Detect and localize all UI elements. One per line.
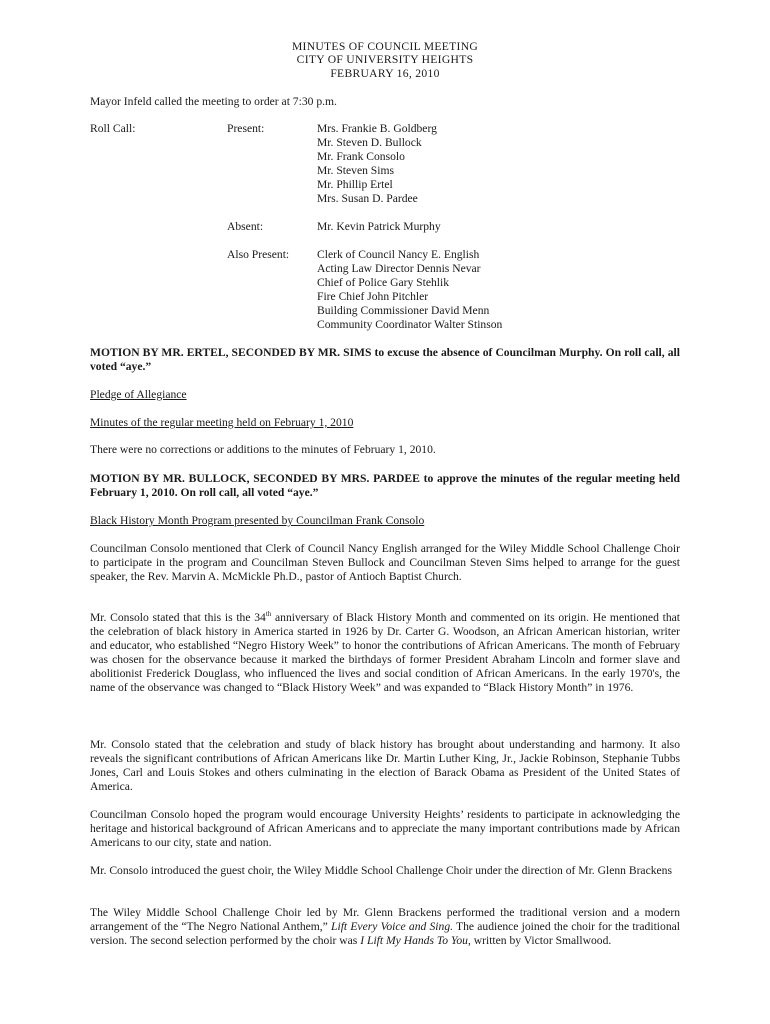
doc-city: CITY OF UNIVERSITY HEIGHTS xyxy=(296,53,474,66)
doc-date: FEBRUARY 16, 2010 xyxy=(330,67,440,80)
present-list xyxy=(317,122,437,206)
paragraph-history-origin xyxy=(90,611,680,695)
black-history-heading: Black History Month Program presented by Councilman Frank Consolo xyxy=(90,514,425,527)
also-present-member: Clerk of Council Nancy E. English xyxy=(317,248,480,261)
present-member: Mr. Phillip Ertel xyxy=(317,178,393,191)
paragraph-understanding: Mr. Consolo stated that the celebration and study of black history has brought about understanding and harmony. It also reveals the significant contributions of African Americans like Dr. Martin Luther King, Jr., Jackie Robinson, Stephanie Tubbs Jones, Carl and Louis Stokes and others culminating in the election of Barack Obama as President of the United States of America. xyxy=(90,738,680,793)
paragraph-guest-choir: Mr. Consolo introduced the guest choir, the Wiley Middle School Challenge Choir under the direction of Mr. Glenn Brackens xyxy=(90,864,672,877)
song-title-1: Lift Every Voice and Sing. xyxy=(331,920,454,933)
pledge-heading: Pledge of Allegiance xyxy=(90,388,187,401)
motion-approve-minutes: MOTION BY MR. BULLOCK, SECONDED BY MRS. PARDEE to approve the minutes of the regular meeting held February 1, 2010. On roll call, all voted “aye.” xyxy=(90,472,680,499)
absent-label: Absent: xyxy=(227,220,264,233)
roll-call-label: Roll Call: xyxy=(90,122,136,135)
present-member: Mrs. Susan D. Pardee xyxy=(317,192,418,205)
present-member: Mr. Steven Sims xyxy=(317,164,394,177)
opening-line: Mayor Infeld called the meeting to order at 7:30 p.m. xyxy=(90,95,337,108)
paragraph-performance xyxy=(90,906,680,948)
also-present-member: Community Coordinator Walter Stinson xyxy=(317,318,503,331)
paragraph-encouragement: Councilman Consolo hoped the program would encourage University Heights’ residents to participate in acknowledging the heritage and historical background of African Americans and to appreciate the many important contributions made by African Americans to our city, state and nation. xyxy=(90,808,680,849)
para2-start: Mr. Consolo stated that this is the 34 xyxy=(90,611,266,624)
no-corrections-text: There were no corrections or additions to the minutes of February 1, 2010. xyxy=(90,443,436,456)
also-present-member: Building Commissioner David Menn xyxy=(317,304,490,317)
also-present-member: Fire Chief John Pitchler xyxy=(317,290,429,303)
also-present-label: Also Present: xyxy=(227,248,290,261)
minutes-heading: Minutes of the regular meeting held on February 1, 2010 xyxy=(90,416,354,429)
also-present-member: Chief of Police Gary Stehlik xyxy=(317,276,450,289)
paragraph-choir-arrangement: Councilman Consolo mentioned that Clerk of Council Nancy English arranged for the Wiley Middle School Challenge Choir to participate in the program and Councilman Steven Bullock and Councilman Steven Sims helped to arrange for the guest speaker, the Rev. Marvin A. McMickle Ph.D., pastor of Antioch Baptist Church. xyxy=(90,542,680,583)
present-member: Mr. Frank Consolo xyxy=(317,150,405,163)
also-present-member: Acting Law Director Dennis Nevar xyxy=(317,262,481,275)
song-title-2: I Lift My Hands To You xyxy=(360,934,468,947)
doc-title: MINUTES OF COUNCIL MEETING xyxy=(291,40,479,53)
para2-rest: anniversary of Black History Month and commented on its origin. He mentioned that the celebration of black history in America started in 1926 by Dr. Carter G. Woodson, an African American historian, writer and educator, who established “Negro History Week” to honor the contributions of African Americans. The month of February was chosen for the observance because it marked the birthdays of former President Abraham Lincoln and former slave and abolitionist Frederick Douglass, who influenced the lives and social condition of African Americans. In the early 1970's, the name of the observance was changed to “Black History Week” and was expanded to “Black History Month” in 1976. xyxy=(90,611,680,694)
also-present-list xyxy=(317,248,502,332)
para6-part-c: , written by Victor Smallwood. xyxy=(467,934,612,947)
para6-part-b: The audience joined the choir for the traditional version. The second selection performed by the choir was xyxy=(90,920,680,947)
present-member: Mr. Steven D. Bullock xyxy=(317,136,422,149)
absent-member: Mr. Kevin Patrick Murphy xyxy=(317,220,441,233)
ordinal-suffix: th xyxy=(265,610,272,619)
present-label: Present: xyxy=(227,122,265,135)
absent-list xyxy=(317,220,441,234)
present-member: Mrs. Frankie B. Goldberg xyxy=(317,122,437,135)
motion-excuse-absence: MOTION BY MR. ERTEL, SECONDED BY MR. SIMS to excuse the absence of Councilman Murphy. On roll call, all voted “aye.” xyxy=(90,346,680,373)
para6-part-a: The Wiley Middle School Challenge Choir led by Mr. Glenn Brackens performed the traditional version and a modern arrangement of the “The Negro National Anthem,” xyxy=(90,906,680,933)
